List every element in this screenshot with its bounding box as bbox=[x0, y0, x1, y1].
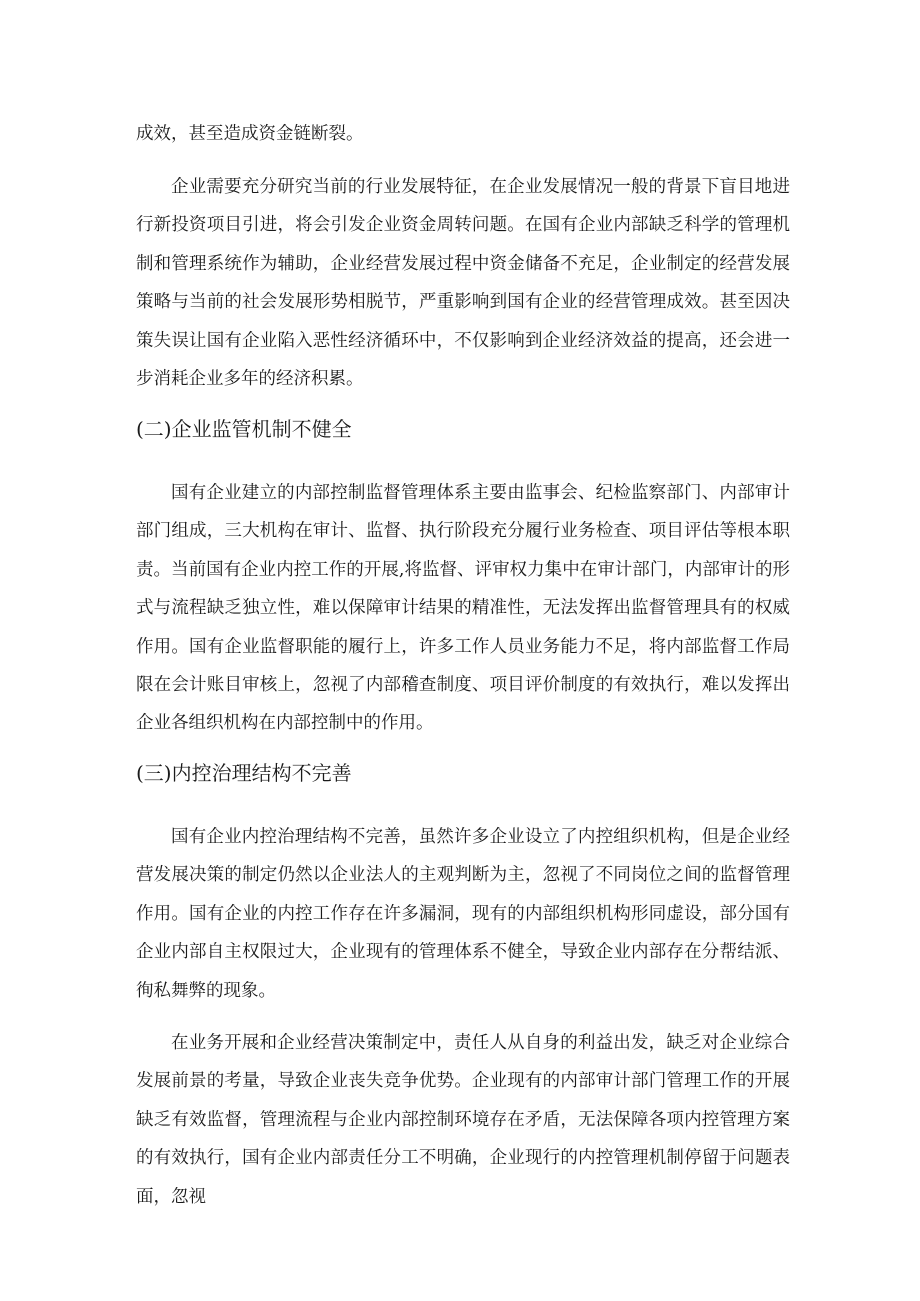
section-heading-governance: (三)内控治理结构不完善 bbox=[136, 761, 352, 785]
paragraph-business-decision: 在业务开展和企业经营决策制定中，责任人从自身的利益出发，缺乏对企业综合发展前景的考量，导致企业丧失竞争优势。企业现有的内部审计部门管理工作的开展缺乏有效监督，管理流程与企业内部控制环境存在矛盾，无法保障各项内控管理方案的有效执行，国有企业内部责任分工不明确，企业现行的内控管理机制停留于问题表面，忽视 bbox=[136, 1033, 790, 1207]
paragraph-supervision-mechanism: 国有企业建立的内部控制监督管理体系主要由监事会、纪检监察部门、内部审计部门组成，三大机构在审计、监督、执行阶段充分履行业务检查、项目评估等根本职责。当前国有企业内控工作的开展,将监督、评审权力集中在审计部门，内部审计的形式与流程缺乏独立性，难以保障审计结果的精准性，无法发挥出监督管理具有的权威作用。国有企业监督职能的履行上，许多工作人员业务能力不足，将内部监督工作局限在会计账目审核上，忽视了内部稽查制度、项目评价制度的有效执行，难以发挥出企业各组织机构在内部控制中的作用。 bbox=[136, 483, 790, 734]
paragraph-investment-risk: 企业需要充分研究当前的行业发展特征，在企业发展情况一般的背景下盲目地进行新投资项目引进，将会引发企业资金周转问题。在国有企业内部缺乏科学的管理机制和管理系统作为辅助，企业经营发展过程中资金储备不充足，企业制定的经营发展策略与当前的社会发展形势相脱节，严重影响到国有企业的经营管理成效。甚至因决策失误让国有企业陷入恶性经济循环中，不仅影响到企业经济效益的提高，还会进一步消耗企业多年的经济积累。 bbox=[136, 177, 790, 390]
paragraph-governance-structure: 国有企业内控治理结构不完善，虽然许多企业设立了内控组织机构，但是企业经营发展决策的制定仍然以企业法人的主观判断为主，忽视了不同岗位之间的监督管理作用。国有企业的内控工作存在许多漏洞，现有的内部组织机构形同虚设，部分国有企业内部自主权限过大，企业现有的管理体系不健全，导致企业内部存在分帮结派、徇私舞弊的现象。 bbox=[136, 827, 790, 1001]
paragraph-continuation: 成效，甚至造成资金链断裂。 bbox=[136, 124, 364, 144]
section-heading-supervision: (二)企业监管机制不健全 bbox=[136, 417, 352, 441]
